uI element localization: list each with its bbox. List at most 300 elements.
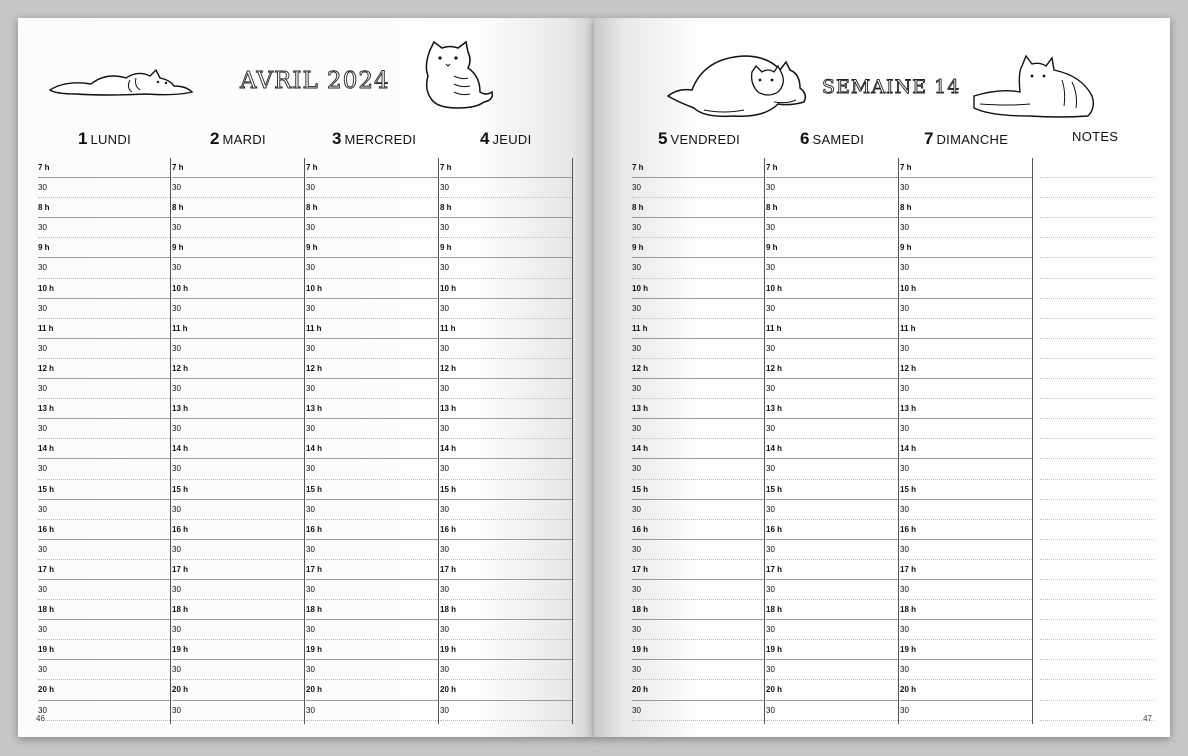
time-slot-row[interactable]	[38, 580, 170, 600]
time-slot-row[interactable]	[766, 600, 898, 620]
time-slot-row[interactable]	[306, 218, 438, 238]
notes-line[interactable]	[1040, 218, 1154, 238]
time-slot-row[interactable]	[306, 520, 438, 540]
time-slot-row[interactable]	[440, 339, 572, 359]
time-slot-row[interactable]	[440, 500, 572, 520]
time-label: 30	[900, 303, 909, 313]
time-slot-row[interactable]	[766, 339, 898, 359]
time-slot-row[interactable]	[632, 540, 764, 560]
time-label: 30	[38, 705, 47, 715]
time-label: 30	[766, 464, 775, 474]
time-slot-row[interactable]	[172, 600, 304, 620]
notes-line[interactable]	[1040, 359, 1154, 379]
time-slot-row[interactable]	[900, 359, 1032, 379]
time-slot-row[interactable]	[766, 379, 898, 399]
time-label: 18 h	[440, 605, 457, 615]
time-slot-row[interactable]	[900, 540, 1032, 560]
time-label: 16 h	[306, 524, 323, 534]
time-slot-row[interactable]	[172, 419, 304, 439]
time-slot-row[interactable]	[632, 158, 764, 178]
time-slot-row[interactable]	[632, 279, 764, 299]
time-slot-row[interactable]	[632, 439, 764, 459]
time-slot-row[interactable]	[172, 640, 304, 660]
time-slot-row[interactable]	[900, 480, 1032, 500]
time-slot-row[interactable]	[306, 359, 438, 379]
time-label: 9 h	[632, 243, 644, 253]
time-slot-row[interactable]	[440, 238, 572, 258]
time-label: 30	[440, 705, 449, 715]
time-slot-row[interactable]	[38, 198, 170, 218]
time-slot-row[interactable]	[172, 238, 304, 258]
time-slot-row[interactable]	[172, 540, 304, 560]
time-slot-row[interactable]	[900, 600, 1032, 620]
time-label: 18 h	[306, 605, 323, 615]
time-slot-row[interactable]	[766, 299, 898, 319]
time-slot-row[interactable]	[900, 399, 1032, 419]
time-slot-row[interactable]	[172, 299, 304, 319]
notes-line[interactable]	[1040, 600, 1154, 620]
notes-line[interactable]	[1040, 620, 1154, 640]
time-label: 30	[440, 183, 449, 193]
time-slot-row[interactable]	[38, 299, 170, 319]
time-slot-row[interactable]	[38, 500, 170, 520]
time-label: 16 h	[632, 524, 649, 534]
time-slot-row[interactable]	[632, 178, 764, 198]
time-slot-row[interactable]	[766, 500, 898, 520]
time-slot-row[interactable]	[766, 279, 898, 299]
time-slot-row[interactable]	[440, 680, 572, 700]
time-slot-row[interactable]	[440, 359, 572, 379]
day-header-2: 2 MARDI	[210, 129, 266, 148]
time-slot-row[interactable]	[38, 158, 170, 178]
time-slot-row[interactable]	[306, 198, 438, 218]
notes-line[interactable]	[1040, 640, 1154, 660]
time-label: 30	[900, 464, 909, 474]
notes-line[interactable]	[1040, 158, 1154, 178]
time-slot-row[interactable]	[172, 379, 304, 399]
time-label: 30	[900, 223, 909, 233]
time-slot-row[interactable]	[306, 660, 438, 680]
time-slot-row[interactable]	[38, 520, 170, 540]
time-slot-row[interactable]	[632, 600, 764, 620]
time-label: 30	[632, 584, 641, 594]
time-slot-row[interactable]	[38, 459, 170, 479]
time-slot-row[interactable]	[440, 299, 572, 319]
time-slot-row[interactable]	[172, 339, 304, 359]
time-slot-row[interactable]	[766, 238, 898, 258]
time-label: 11 h	[440, 323, 456, 333]
notes-line[interactable]	[1040, 580, 1154, 600]
notes-line[interactable]	[1040, 500, 1154, 520]
time-label: 17 h	[38, 564, 55, 574]
time-label: 12 h	[900, 363, 917, 373]
time-label: 20 h	[440, 685, 457, 695]
time-slot-row[interactable]	[632, 480, 764, 500]
notes-line[interactable]	[1040, 560, 1154, 580]
time-slot-row[interactable]	[172, 359, 304, 379]
time-label: 17 h	[306, 564, 323, 574]
week-title: SEMAINE 14	[822, 76, 961, 98]
time-slot-row[interactable]	[440, 600, 572, 620]
time-slot-row[interactable]	[766, 198, 898, 218]
time-slot-row[interactable]	[766, 640, 898, 660]
day-column[interactable]	[306, 158, 439, 724]
time-slot-row[interactable]	[766, 359, 898, 379]
notes-line[interactable]	[1040, 399, 1154, 419]
time-slot-row[interactable]	[632, 399, 764, 419]
time-label: 18 h	[38, 605, 55, 615]
time-slot-row[interactable]	[306, 459, 438, 479]
time-slot-row[interactable]	[172, 520, 304, 540]
notes-line[interactable]	[1040, 459, 1154, 479]
time-slot-row[interactable]	[38, 540, 170, 560]
time-label: 30	[306, 223, 315, 233]
time-label: 9 h	[440, 243, 452, 253]
time-slot-row[interactable]	[306, 258, 438, 278]
time-slot-row[interactable]	[38, 399, 170, 419]
time-slot-row[interactable]	[306, 379, 438, 399]
time-slot-row[interactable]	[766, 680, 898, 700]
time-label: 30	[306, 625, 315, 635]
time-slot-row[interactable]	[172, 580, 304, 600]
time-slot-row[interactable]	[172, 178, 304, 198]
time-slot-row[interactable]	[900, 379, 1032, 399]
time-slot-row[interactable]	[900, 258, 1032, 278]
time-slot-row[interactable]	[632, 560, 764, 580]
time-label: 30	[632, 705, 641, 715]
time-label: 30	[632, 544, 641, 554]
time-slot-row[interactable]	[440, 158, 572, 178]
time-label: 17 h	[900, 564, 917, 574]
time-slot-row[interactable]	[38, 379, 170, 399]
time-slot-row[interactable]	[632, 238, 764, 258]
time-slot-row[interactable]	[900, 279, 1032, 299]
time-label: 11 h	[766, 323, 782, 333]
time-slot-row[interactable]	[306, 580, 438, 600]
notes-area[interactable]	[1040, 158, 1154, 724]
time-slot-row[interactable]	[900, 178, 1032, 198]
time-slot-row[interactable]	[632, 258, 764, 278]
time-slot-row[interactable]	[38, 701, 170, 721]
time-slot-row[interactable]	[632, 379, 764, 399]
sitting-cat-icon	[418, 40, 498, 112]
time-slot-row[interactable]	[900, 500, 1032, 520]
time-slot-row[interactable]	[440, 419, 572, 439]
time-slot-row[interactable]	[38, 680, 170, 700]
time-slot-row[interactable]	[306, 620, 438, 640]
time-slot-row[interactable]	[440, 279, 572, 299]
time-slot-row[interactable]	[900, 319, 1032, 339]
time-label: 30	[440, 303, 449, 313]
time-slot-row[interactable]	[38, 480, 170, 500]
time-slot-row[interactable]	[632, 419, 764, 439]
time-slot-row[interactable]	[632, 520, 764, 540]
time-slot-row[interactable]	[632, 500, 764, 520]
time-slot-row[interactable]	[172, 439, 304, 459]
time-slot-row[interactable]	[766, 701, 898, 721]
time-slot-row[interactable]	[766, 540, 898, 560]
time-slot-row[interactable]	[38, 238, 170, 258]
time-label: 9 h	[172, 243, 184, 253]
time-slot-row[interactable]	[766, 218, 898, 238]
time-label: 18 h	[172, 605, 189, 615]
time-label: 19 h	[900, 645, 917, 655]
time-slot-row[interactable]	[38, 620, 170, 640]
notes-line[interactable]	[1040, 419, 1154, 439]
time-label: 18 h	[766, 605, 783, 615]
time-slot-row[interactable]	[900, 158, 1032, 178]
day-column[interactable]	[172, 158, 305, 724]
notes-line[interactable]	[1040, 439, 1154, 459]
time-slot-row[interactable]	[440, 560, 572, 580]
time-slot-row[interactable]	[766, 620, 898, 640]
notes-line[interactable]	[1040, 379, 1154, 399]
time-slot-row[interactable]	[172, 319, 304, 339]
day-column[interactable]	[766, 158, 899, 724]
time-slot-row[interactable]	[38, 178, 170, 198]
time-slot-row[interactable]	[900, 238, 1032, 258]
time-slot-row[interactable]	[632, 640, 764, 660]
time-slot-row[interactable]	[306, 238, 438, 258]
time-slot-row[interactable]	[632, 580, 764, 600]
time-slot-row[interactable]	[172, 279, 304, 299]
time-slot-row[interactable]	[440, 701, 572, 721]
time-slot-row[interactable]	[766, 560, 898, 580]
time-label: 30	[766, 665, 775, 675]
notes-line[interactable]	[1040, 701, 1154, 721]
time-slot-row[interactable]	[38, 640, 170, 660]
time-slot-row[interactable]	[440, 580, 572, 600]
time-label: 30	[172, 384, 181, 394]
time-slot-row[interactable]	[440, 540, 572, 560]
time-slot-row[interactable]	[172, 258, 304, 278]
page-number: 46	[36, 714, 45, 723]
notes-line[interactable]	[1040, 339, 1154, 359]
time-slot-row[interactable]	[766, 480, 898, 500]
time-slot-row[interactable]	[900, 198, 1032, 218]
time-label: 30	[766, 303, 775, 313]
notes-line[interactable]	[1040, 540, 1154, 560]
time-slot-row[interactable]	[900, 640, 1032, 660]
time-label: 7 h	[172, 163, 184, 172]
time-slot-row[interactable]	[766, 580, 898, 600]
time-slot-row[interactable]	[440, 178, 572, 198]
notes-line[interactable]	[1040, 480, 1154, 500]
notes-line[interactable]	[1040, 258, 1154, 278]
time-label: 7 h	[766, 163, 778, 172]
time-slot-row[interactable]	[38, 279, 170, 299]
time-slot-row[interactable]	[172, 198, 304, 218]
time-slot-row[interactable]	[172, 620, 304, 640]
time-slot-row[interactable]	[38, 419, 170, 439]
time-slot-row[interactable]	[306, 399, 438, 419]
time-slot-row[interactable]	[900, 299, 1032, 319]
time-slot-row[interactable]	[440, 258, 572, 278]
time-label: 30	[306, 424, 315, 434]
time-slot-row[interactable]	[766, 258, 898, 278]
time-label: 30	[38, 384, 47, 394]
time-label: 10 h	[440, 283, 457, 293]
time-slot-row[interactable]	[900, 339, 1032, 359]
time-label: 11 h	[172, 323, 188, 333]
time-label: 13 h	[306, 404, 323, 414]
left-page	[18, 18, 594, 737]
time-slot-row[interactable]	[632, 218, 764, 238]
time-slot-row[interactable]	[440, 520, 572, 540]
time-label: 7 h	[306, 163, 318, 172]
time-slot-row[interactable]	[172, 701, 304, 721]
time-slot-row[interactable]	[440, 379, 572, 399]
time-label: 12 h	[632, 363, 649, 373]
time-slot-row[interactable]	[172, 680, 304, 700]
time-slot-row[interactable]	[172, 480, 304, 500]
time-label: 9 h	[306, 243, 318, 253]
time-slot-row[interactable]	[306, 680, 438, 700]
notes-line[interactable]	[1040, 299, 1154, 319]
time-slot-row[interactable]	[38, 339, 170, 359]
time-slot-row[interactable]	[766, 399, 898, 419]
time-slot-row[interactable]	[38, 439, 170, 459]
time-slot-row[interactable]	[632, 660, 764, 680]
day-column[interactable]	[632, 158, 765, 724]
time-slot-row[interactable]	[632, 680, 764, 700]
time-slot-row[interactable]	[900, 620, 1032, 640]
time-label: 30	[766, 223, 775, 233]
notes-line[interactable]	[1040, 178, 1154, 198]
time-slot-row[interactable]	[306, 701, 438, 721]
time-slot-row[interactable]	[766, 459, 898, 479]
time-label: 30	[900, 263, 909, 273]
time-slot-row[interactable]	[38, 660, 170, 680]
time-slot-row[interactable]	[38, 359, 170, 379]
time-slot-row[interactable]	[440, 480, 572, 500]
time-slot-row[interactable]	[172, 399, 304, 419]
time-slot-row[interactable]	[440, 439, 572, 459]
time-slot-row[interactable]	[900, 680, 1032, 700]
time-label: 7 h	[632, 163, 644, 172]
time-slot-row[interactable]	[306, 439, 438, 459]
time-slot-row[interactable]	[900, 439, 1032, 459]
time-slot-row[interactable]	[766, 439, 898, 459]
time-slot-row[interactable]	[900, 218, 1032, 238]
time-slot-row[interactable]	[632, 339, 764, 359]
time-slot-row[interactable]	[306, 640, 438, 660]
time-slot-row[interactable]	[306, 419, 438, 439]
notes-line[interactable]	[1040, 520, 1154, 540]
time-label: 9 h	[766, 243, 778, 253]
time-slot-row[interactable]	[632, 299, 764, 319]
notes-line[interactable]	[1040, 238, 1154, 258]
day-column[interactable]	[440, 158, 573, 724]
time-label: 9 h	[38, 243, 50, 253]
time-slot-row[interactable]	[900, 560, 1032, 580]
time-slot-row[interactable]	[38, 319, 170, 339]
time-label: 30	[632, 625, 641, 635]
time-slot-row[interactable]	[306, 279, 438, 299]
time-label: 13 h	[38, 404, 55, 414]
time-slot-row[interactable]	[38, 560, 170, 580]
time-label: 13 h	[440, 404, 457, 414]
time-slot-row[interactable]	[766, 319, 898, 339]
notes-line[interactable]	[1040, 279, 1154, 299]
time-slot-row[interactable]	[632, 319, 764, 339]
time-slot-row[interactable]	[440, 399, 572, 419]
time-slot-row[interactable]	[440, 198, 572, 218]
time-slot-row[interactable]	[632, 359, 764, 379]
time-slot-row[interactable]	[306, 540, 438, 560]
time-label: 9 h	[900, 243, 912, 253]
time-slot-row[interactable]	[632, 701, 764, 721]
notes-line[interactable]	[1040, 319, 1154, 339]
time-slot-row[interactable]	[632, 620, 764, 640]
time-slot-row[interactable]	[900, 701, 1032, 721]
time-slot-row[interactable]	[440, 459, 572, 479]
time-slot-row[interactable]	[38, 218, 170, 238]
time-label: 30	[306, 183, 315, 193]
time-slot-row[interactable]	[900, 580, 1032, 600]
time-slot-row[interactable]	[900, 419, 1032, 439]
time-slot-row[interactable]	[766, 520, 898, 540]
time-slot-row[interactable]	[172, 560, 304, 580]
time-slot-row[interactable]	[766, 660, 898, 680]
day-column[interactable]	[38, 158, 171, 724]
time-slot-row[interactable]	[172, 459, 304, 479]
time-slot-row[interactable]	[306, 480, 438, 500]
time-slot-row[interactable]	[172, 500, 304, 520]
time-slot-row[interactable]	[306, 500, 438, 520]
time-slot-row[interactable]	[632, 198, 764, 218]
time-slot-row[interactable]	[440, 218, 572, 238]
time-slot-row[interactable]	[306, 600, 438, 620]
day-header-1: 1 LUNDI	[78, 129, 131, 148]
notes-line[interactable]	[1040, 680, 1154, 700]
time-slot-row[interactable]	[766, 158, 898, 178]
time-slot-row[interactable]	[172, 660, 304, 680]
time-slot-row[interactable]	[306, 339, 438, 359]
time-slot-row[interactable]	[38, 258, 170, 278]
time-slot-row[interactable]	[440, 620, 572, 640]
time-slot-row[interactable]	[440, 660, 572, 680]
time-slot-row[interactable]	[172, 158, 304, 178]
time-label: 30	[440, 464, 449, 474]
time-slot-row[interactable]	[172, 218, 304, 238]
notes-line[interactable]	[1040, 198, 1154, 218]
time-slot-row[interactable]	[38, 600, 170, 620]
time-slot-row[interactable]	[306, 560, 438, 580]
time-slot-row[interactable]	[440, 319, 572, 339]
time-slot-row[interactable]	[900, 459, 1032, 479]
time-slot-row[interactable]	[306, 319, 438, 339]
time-label: 30	[440, 384, 449, 394]
time-slot-row[interactable]	[766, 419, 898, 439]
time-slot-row[interactable]	[440, 640, 572, 660]
time-slot-row[interactable]	[306, 299, 438, 319]
time-label: 17 h	[440, 564, 457, 574]
time-slot-row[interactable]	[306, 158, 438, 178]
time-label: 19 h	[38, 645, 55, 655]
time-slot-row[interactable]	[900, 520, 1032, 540]
time-label: 30	[766, 584, 775, 594]
time-slot-row[interactable]	[900, 660, 1032, 680]
time-label: 30	[38, 263, 47, 273]
day-column[interactable]	[900, 158, 1033, 724]
time-label: 30	[632, 665, 641, 675]
time-slot-row[interactable]	[632, 459, 764, 479]
time-slot-row[interactable]	[306, 178, 438, 198]
notes-line[interactable]	[1040, 660, 1154, 680]
time-label: 12 h	[440, 363, 457, 373]
time-slot-row[interactable]	[766, 178, 898, 198]
